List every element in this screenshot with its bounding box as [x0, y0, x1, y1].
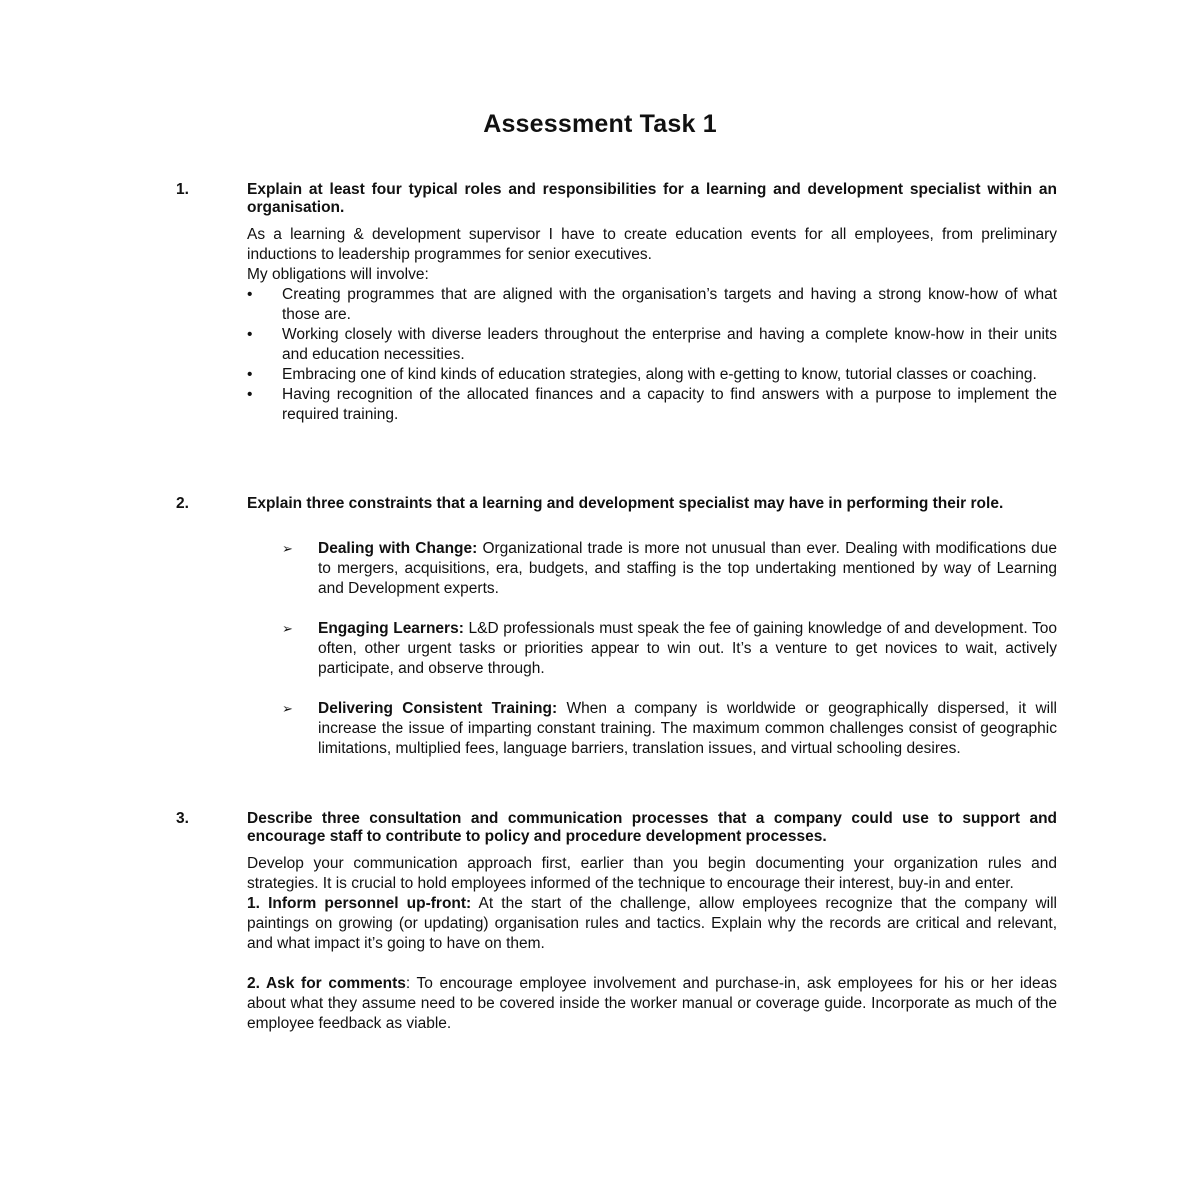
list-item	[247, 385, 1057, 425]
bullet-icon: •	[247, 366, 253, 383]
bullet-icon: •	[247, 286, 253, 303]
list-item-term: Delivering Consistent Training:	[318, 700, 558, 717]
question-2-arrow-list	[282, 539, 1057, 779]
point-1-text: At the start of the challenge, allow employees recognize that the company will paintings on growing (or updating) organisation rules and tactics. Explain why the records are critical and relevant, and what impact it’s going to have on them.	[247, 895, 1057, 952]
question-3-intro: Develop your communication approach first, earlier than you begin documenting your organization rules and strategies. It is crucial to hold employees informed of the technique to encourage their interest, buy-in and enter.	[247, 855, 1057, 892]
question-1-bullet-list	[247, 285, 1057, 425]
question-2-number: 2.	[176, 495, 189, 512]
list-item	[282, 619, 1057, 679]
arrow-bullet-icon: ➢	[282, 701, 293, 716]
list-item-text: Organizational trade is more not unusual than ever. Dealing with modifications due to mergers, acquisitions, era, budgets, and staffing is the top undertaking mentioned by way of Learning and Development experts.	[318, 540, 1057, 597]
point-2-text: : To encourage employee involvement and purchase-in, ask employees for his or her ideas about what they assume need to be covered inside the worker manual or coverage guide. Incorporate as much of the employee feedback as viable.	[247, 975, 1057, 1032]
list-item-text: L&D professionals must speak the fee of gaining knowledge of and development. Too often, other urgent tasks or priorities appear to win out. It’s a venture to get novices to wait, actively participate, and observe through.	[318, 620, 1057, 677]
list-item-term: Dealing with Change:	[318, 540, 478, 557]
question-3-number: 3.	[176, 810, 189, 827]
question-2-section	[247, 495, 1057, 513]
list-item-text: When a company is worldwide or geographically dispersed, it will increase the issue of imparting constant training. The maximum common challenges consist of geographic limitations, multiplied fees, language barriers, translation issues, and virtual schooling desires.	[318, 700, 1057, 757]
question-1-heading: Explain at least four typical roles and responsibilities for a learning and development specialist within an organisation.	[247, 181, 1057, 216]
question-3-heading: Describe three consultation and communication processes that a company could use to support and encourage staff to contribute to policy and procedure development processes.	[247, 810, 1057, 845]
bullet-icon: •	[247, 326, 253, 343]
list-item-term: Engaging Learners:	[318, 620, 464, 637]
list-item-text: Working closely with diverse leaders throughout the enterprise and having a complete know-how in their units and education necessities.	[282, 326, 1057, 363]
question-1-intro: As a learning & development supervisor I have to create education events for all employees, from preliminary inductions to leadership programmes for senior executives.	[247, 226, 1057, 263]
list-item-text: Embracing one of kind kinds of education strategies, along with e-getting to know, tutorial classes or coaching.	[282, 366, 1037, 383]
question-3-point-1	[247, 894, 1057, 954]
list-item-text: Creating programmes that are aligned with the organisation’s targets and having a strong know-how of what those are.	[282, 286, 1057, 323]
question-1-section	[247, 181, 1057, 425]
list-item	[282, 699, 1057, 759]
question-2-heading: Explain three constraints that a learning and development specialist may have in performing their role.	[247, 495, 1004, 512]
page-title: Assessment Task 1	[483, 110, 717, 138]
question-3-section	[247, 810, 1057, 1034]
arrow-bullet-icon: ➢	[282, 621, 293, 636]
list-item	[282, 539, 1057, 599]
list-item-text: Having recognition of the allocated finances and a capacity to find answers with a purpose to implement the required training.	[282, 386, 1057, 423]
question-3-point-2	[247, 974, 1057, 1034]
arrow-bullet-icon: ➢	[282, 541, 293, 556]
point-1-term: 1. Inform personnel up-front:	[247, 895, 472, 912]
question-1-number: 1.	[176, 181, 189, 198]
list-item	[247, 285, 1057, 325]
question-1-obligations-label: My obligations will involve:	[247, 266, 429, 283]
point-2-term: 2. Ask for comments	[247, 975, 406, 992]
list-item	[247, 325, 1057, 365]
bullet-icon: •	[247, 386, 253, 403]
list-item	[247, 365, 1057, 385]
